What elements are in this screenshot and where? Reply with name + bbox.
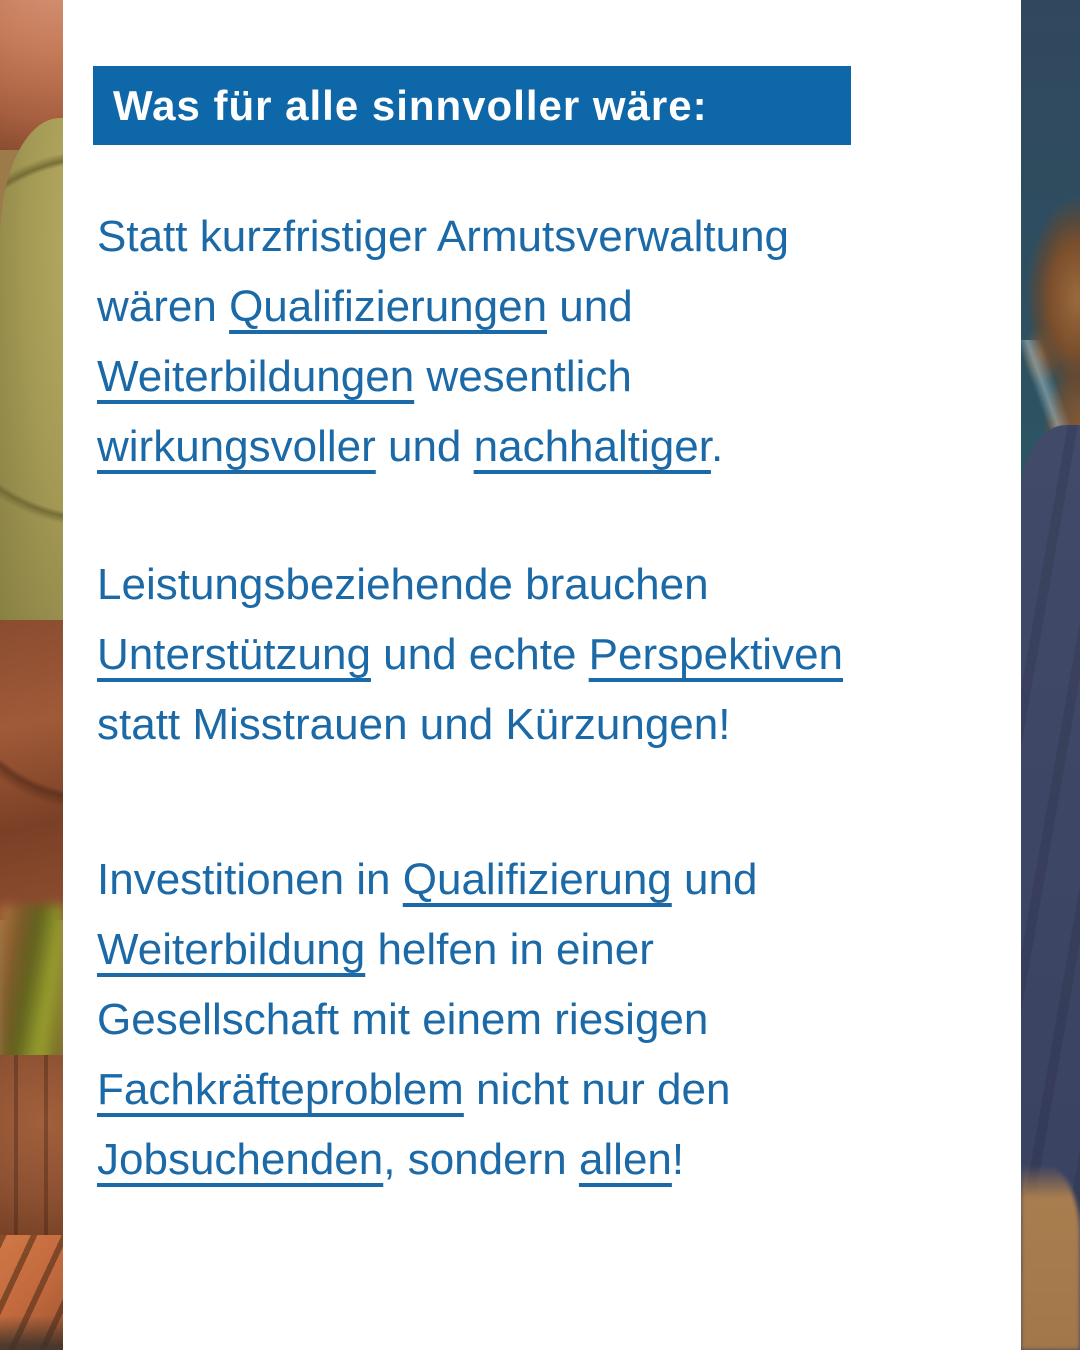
body-text bbox=[97, 202, 1021, 1195]
underlined-term: Qualifizierung bbox=[402, 855, 672, 904]
coin-texture-segment bbox=[0, 118, 63, 643]
text-line bbox=[97, 342, 1021, 412]
text-line bbox=[97, 620, 1021, 690]
headline-text: Was für alle sinnvoller wäre: bbox=[113, 81, 708, 129]
text-line bbox=[97, 412, 1021, 482]
text-line bbox=[97, 202, 1021, 272]
text-line bbox=[97, 1055, 1021, 1125]
text-line bbox=[97, 845, 1021, 915]
underlined-term: Unterstützung bbox=[97, 630, 371, 679]
underlined-term: allen bbox=[578, 1135, 672, 1184]
text-segment: Investitionen in bbox=[97, 855, 403, 904]
headline-banner bbox=[93, 66, 851, 145]
person-photo-strip bbox=[1021, 0, 1080, 1350]
underlined-term: wirkungsvoller bbox=[97, 422, 376, 471]
coin-texture-segment bbox=[0, 1055, 63, 1245]
underlined-term: Jobsuchenden bbox=[97, 1135, 384, 1184]
text-segment: Statt kurzfristiger Armutsverwaltung bbox=[97, 212, 790, 261]
text-segment: nicht nur den bbox=[463, 1065, 731, 1114]
text-segment: ! bbox=[671, 1135, 685, 1184]
text-line bbox=[97, 915, 1021, 985]
text-segment: statt Misstrauen und Kürzungen! bbox=[97, 700, 731, 749]
coin-texture-segment bbox=[0, 620, 63, 920]
underlined-term: Perspektiven bbox=[588, 630, 844, 679]
text-segment: . bbox=[710, 422, 724, 471]
underlined-term: Weiterbildungen bbox=[97, 352, 415, 401]
text-segment: Gesellschaft mit einem riesigen bbox=[97, 995, 709, 1044]
text-line bbox=[97, 1125, 1021, 1195]
text-segment: Leistungsbeziehende brauchen bbox=[97, 560, 709, 609]
coins-photo-strip bbox=[0, 0, 63, 1350]
text-segment: und bbox=[375, 422, 474, 471]
text-segment: und bbox=[671, 855, 758, 904]
paragraph bbox=[97, 550, 1021, 760]
text-segment: helfen in einer bbox=[365, 925, 654, 974]
text-segment: und bbox=[547, 282, 633, 331]
coin-texture-segment bbox=[0, 905, 63, 1070]
text-line bbox=[97, 690, 1021, 760]
text-segment: wären bbox=[97, 282, 230, 331]
arm-segment bbox=[1021, 1165, 1080, 1350]
underlined-term: Fachkräfteproblem bbox=[97, 1065, 464, 1114]
underlined-term: Qualifizierungen bbox=[229, 282, 548, 331]
text-line bbox=[97, 272, 1021, 342]
text-segment: und echte bbox=[370, 630, 589, 679]
text-line bbox=[97, 985, 1021, 1055]
underlined-term: Weiterbildung bbox=[97, 925, 366, 974]
paragraph bbox=[97, 202, 1021, 482]
text-segment: , sondern bbox=[383, 1135, 579, 1184]
text-line bbox=[97, 550, 1021, 620]
paragraph bbox=[97, 845, 1021, 1195]
underlined-term: nachhaltiger bbox=[473, 422, 711, 471]
text-segment: wesentlich bbox=[414, 352, 632, 401]
coin-texture-segment bbox=[0, 1235, 63, 1350]
